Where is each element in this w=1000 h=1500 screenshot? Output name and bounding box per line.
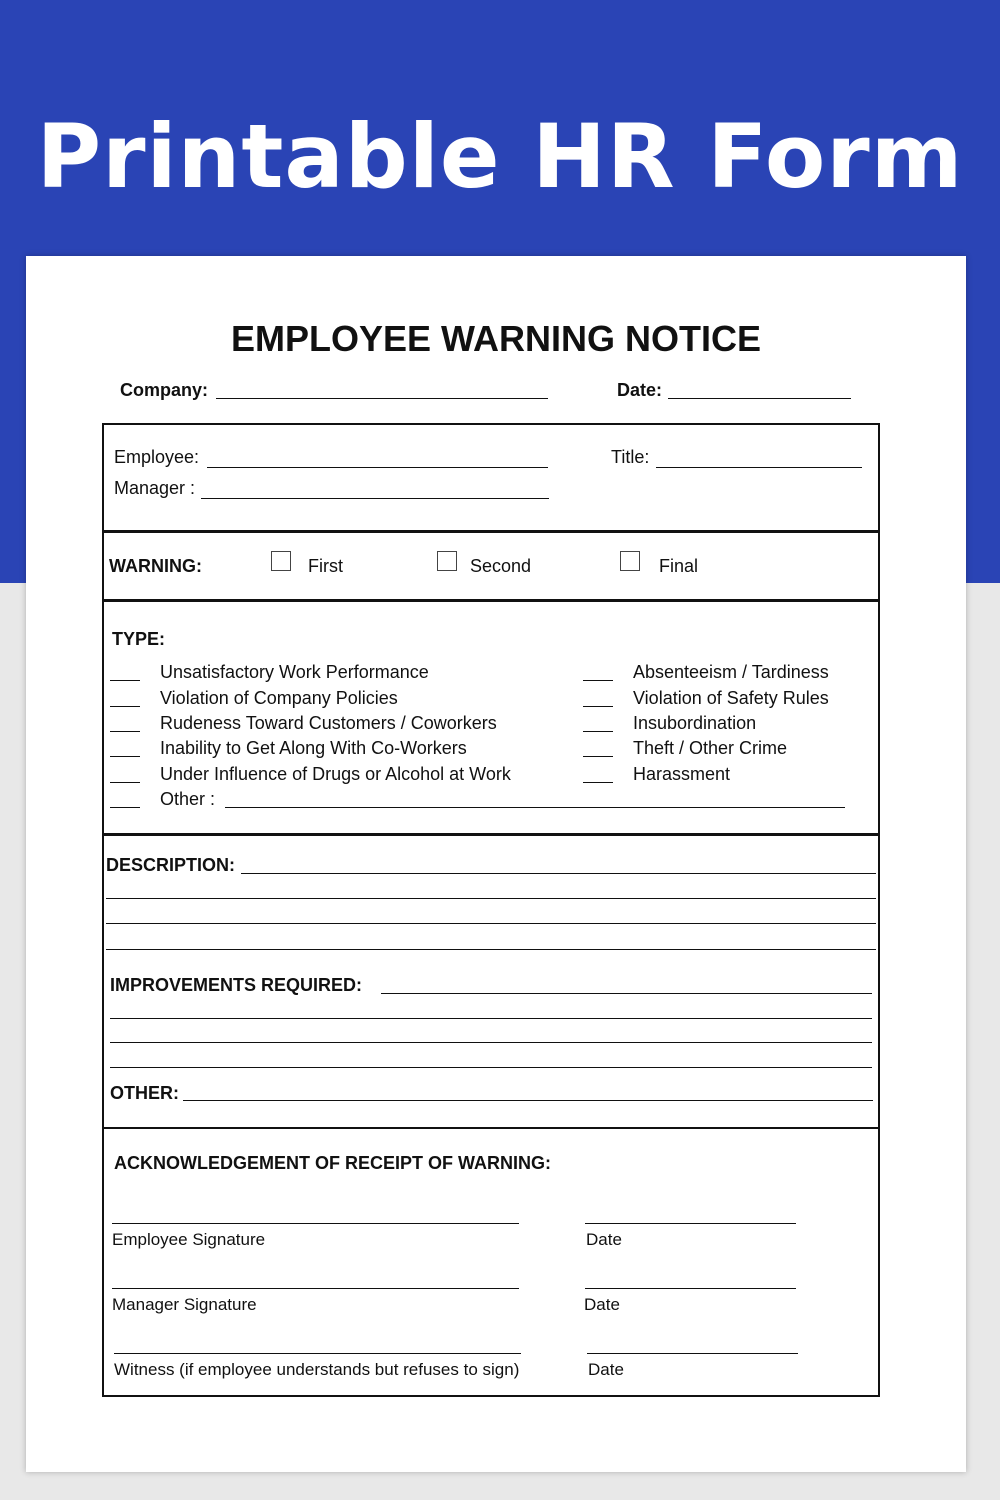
manager-field[interactable]	[201, 498, 549, 499]
type-item: Violation of Company Policies	[160, 688, 398, 708]
type-blank[interactable]	[110, 756, 140, 757]
employee-date-line[interactable]	[585, 1223, 796, 1224]
improvements-line[interactable]	[110, 1042, 872, 1043]
type-blank[interactable]	[583, 756, 613, 757]
warning-first-label: First	[308, 556, 343, 576]
witness-signature-label: Witness (if employee understands but refuses to sign)	[114, 1360, 520, 1379]
improvements-label: IMPROVEMENTS REQUIRED:	[110, 975, 363, 995]
company-field[interactable]	[216, 398, 548, 399]
other-label: OTHER:	[110, 1083, 179, 1103]
form-sheet	[26, 256, 966, 1472]
manager-label: Manager :	[114, 478, 196, 498]
type-blank[interactable]	[110, 782, 140, 783]
employee-signature-label: Employee Signature	[112, 1230, 266, 1249]
date-field[interactable]	[668, 398, 851, 399]
witness-date-line[interactable]	[587, 1353, 798, 1354]
type-item: Under Influence of Drugs or Alcohol at Work	[160, 764, 511, 784]
manager-date-line[interactable]	[585, 1288, 796, 1289]
divider	[102, 599, 880, 602]
title-label: Title:	[611, 447, 650, 467]
type-blank[interactable]	[110, 680, 140, 681]
manager-date-label: Date	[584, 1295, 620, 1314]
type-blank[interactable]	[110, 706, 140, 707]
type-item: Harassment	[633, 764, 731, 784]
warning-final-checkbox[interactable]	[620, 551, 640, 571]
warning-first-checkbox[interactable]	[271, 551, 291, 571]
divider	[102, 530, 880, 533]
type-blank[interactable]	[583, 731, 613, 732]
employee-field[interactable]	[207, 467, 548, 468]
other-field[interactable]	[183, 1100, 873, 1101]
divider	[102, 1127, 880, 1129]
type-item: Theft / Other Crime	[633, 738, 788, 758]
manager-signature-line[interactable]	[112, 1288, 519, 1289]
description-line[interactable]	[106, 949, 876, 950]
form-title: EMPLOYEE WARNING NOTICE	[230, 318, 762, 359]
warning-label: WARNING:	[109, 556, 202, 576]
type-blank[interactable]	[583, 680, 613, 681]
warning-final-label: Final	[659, 556, 699, 576]
employee-signature-line[interactable]	[112, 1223, 519, 1224]
warning-second-checkbox[interactable]	[437, 551, 457, 571]
type-item: Insubordination	[633, 713, 757, 733]
type-item: Inability to Get Along With Co-Workers	[160, 738, 467, 758]
type-item: Rudeness Toward Customers / Coworkers	[160, 713, 497, 733]
witness-signature-line[interactable]	[114, 1353, 521, 1354]
banner-title: Printable HR Form	[36, 105, 964, 208]
description-line[interactable]	[106, 898, 876, 899]
employee-label: Employee:	[114, 447, 200, 467]
date-label: Date:	[617, 380, 663, 400]
title-field[interactable]	[656, 467, 862, 468]
type-blank[interactable]	[583, 706, 613, 707]
warning-second-label: Second	[470, 556, 532, 576]
manager-signature-label: Manager Signature	[112, 1295, 257, 1314]
employee-date-label: Date	[586, 1230, 622, 1249]
description-label: DESCRIPTION:	[106, 855, 236, 875]
type-blank[interactable]	[110, 807, 140, 808]
improvements-line[interactable]	[110, 1018, 872, 1019]
type-blank[interactable]	[583, 782, 613, 783]
type-other-label: Other :	[160, 789, 216, 809]
improvements-line[interactable]	[110, 1067, 872, 1068]
type-other-field[interactable]	[225, 807, 845, 808]
company-label: Company:	[120, 380, 209, 400]
improvements-field[interactable]	[381, 993, 872, 994]
type-item: Unsatisfactory Work Performance	[160, 662, 429, 682]
divider	[102, 833, 880, 836]
acknowledgement-label: ACKNOWLEDGEMENT OF RECEIPT OF WARNING:	[114, 1153, 551, 1173]
description-field[interactable]	[241, 873, 876, 874]
witness-date-label: Date	[588, 1360, 624, 1379]
type-item: Absenteeism / Tardiness	[633, 662, 829, 682]
type-blank[interactable]	[110, 731, 140, 732]
description-line[interactable]	[106, 923, 876, 924]
type-label: TYPE:	[112, 629, 166, 649]
type-item: Violation of Safety Rules	[633, 688, 829, 708]
